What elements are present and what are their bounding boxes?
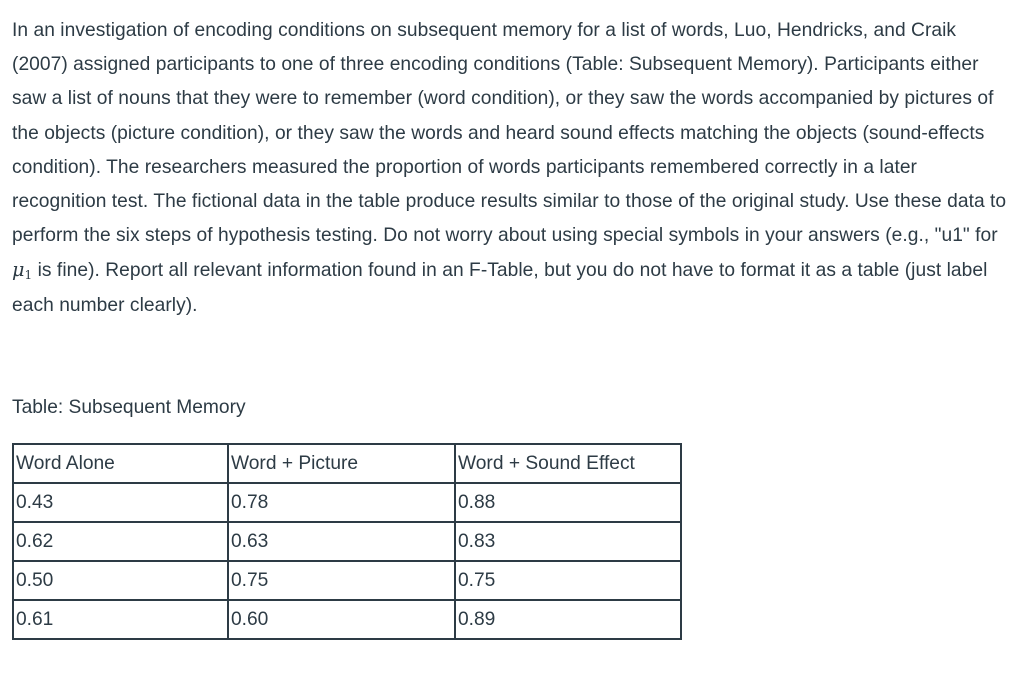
question-text-part-2: is fine). Report all relevant information found in an F-Table, but you do not have to format it as a table (just label each number clearly). [12,260,988,316]
mu-1-symbol [12,258,32,281]
mu-subscript: 1 [24,268,33,283]
table-cell: 0.75 [228,561,455,600]
header-word-picture: Word + Picture [228,444,455,483]
header-word-alone: Word Alone [13,444,228,483]
header-word-sound-effect: Word + Sound Effect [455,444,681,483]
table-cell: 0.63 [228,522,455,561]
table-cell: 0.78 [228,483,455,522]
subsequent-memory-table [12,443,682,640]
table-cell: 0.75 [455,561,681,600]
table-row [13,483,681,522]
table-row [13,600,681,639]
table-title: Table: Subsequent Memory [12,397,246,418]
question-text-part-1: In an investigation of encoding conditions on subsequent memory for a list of words, Luo, Hendricks, and Craik (2007) assigned participants to one of three encoding conditions (Table: Subsequent Memory). Participants either saw a list of nouns that they were to remember (word condition), or they saw the words accompanied by pictures of the objects (picture condition), or they saw the words and heard sound effects matching the objects (sound-effects condition). The researchers measured the proportion of words participants remembered correctly in a later recognition test. The fictional data in the table produce results similar to those of the original study. Use these data to perform the six steps of hypothesis testing. Do not worry about using special symbols in your answers (e.g., "u1" for [12,20,1007,247]
table-cell: 0.83 [455,522,681,561]
table-cell: 0.43 [13,483,228,522]
table-header-row [13,444,681,483]
question-text [12,14,1012,323]
mu-symbol: μ [12,258,25,282]
table-cell: 0.88 [455,483,681,522]
table-row [13,522,681,561]
table-cell: 0.61 [13,600,228,639]
table-cell: 0.50 [13,561,228,600]
table-cell: 0.89 [455,600,681,639]
table-cell: 0.60 [228,600,455,639]
table-cell: 0.62 [13,522,228,561]
table-row [13,561,681,600]
